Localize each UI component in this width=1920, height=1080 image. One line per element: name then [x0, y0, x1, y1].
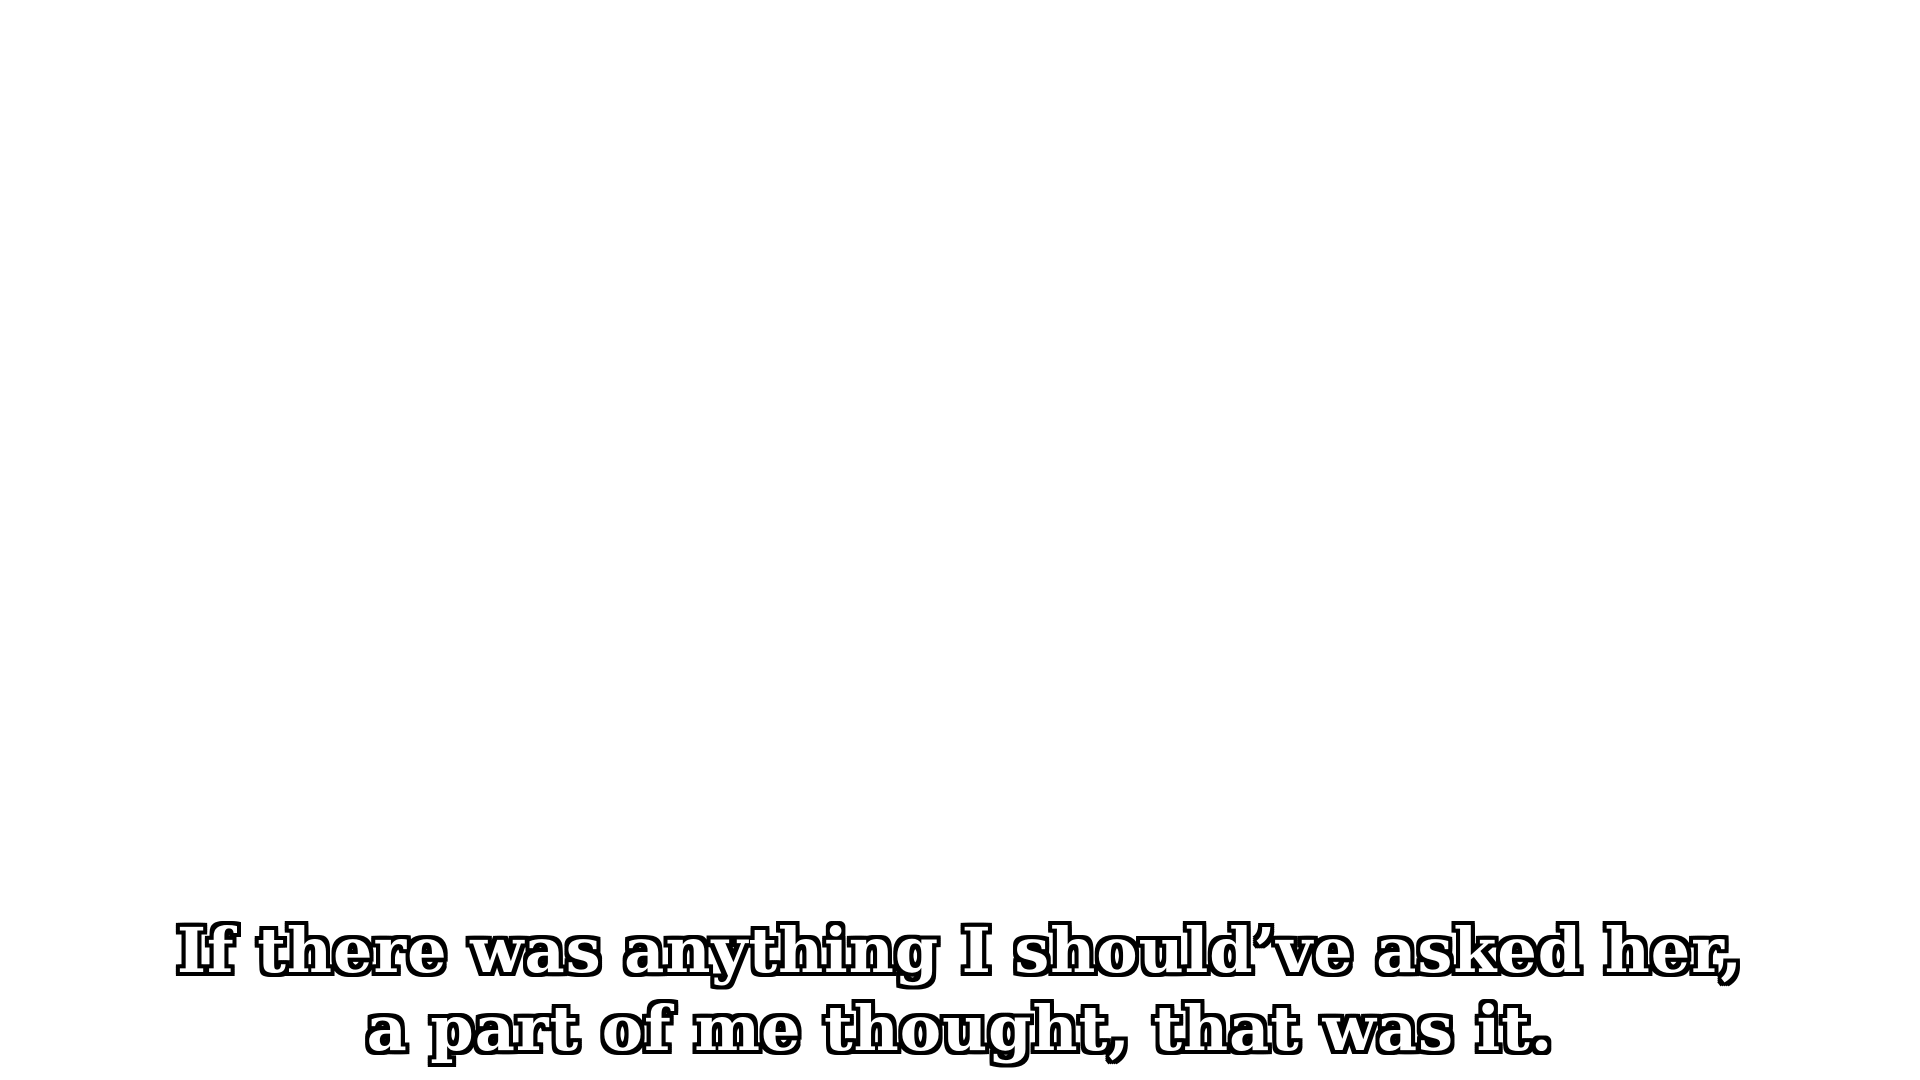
dialogue-line-2: a part of me thought, that was it.	[366, 992, 1554, 1065]
dialogue-box[interactable]	[0, 912, 1920, 1068]
dialogue-line-1: If there was anything I should’ve asked her,	[177, 914, 1743, 987]
